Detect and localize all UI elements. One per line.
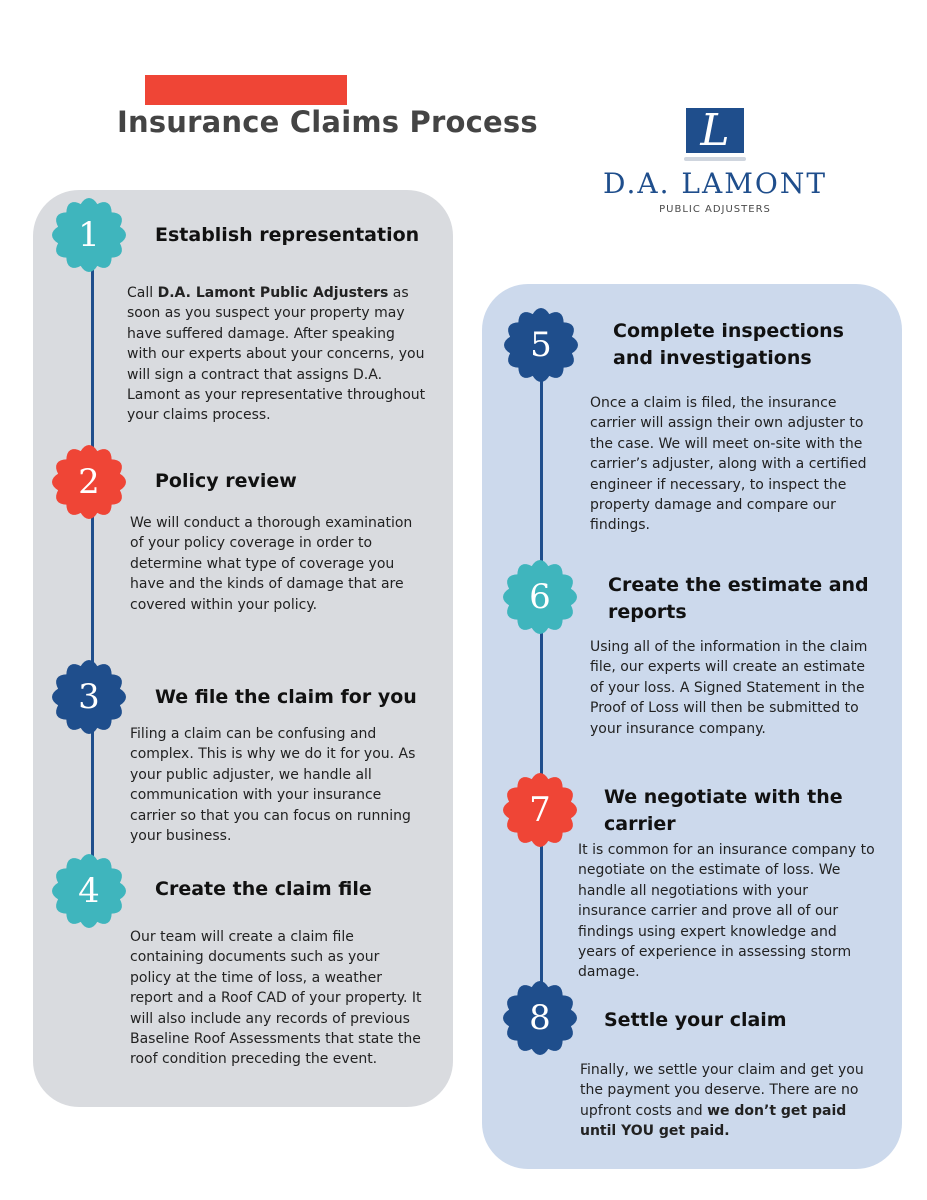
step-4-number: 4	[78, 871, 100, 911]
step-4-body: Our team will create a claim file containing documents such as your policy at the time of loss, a weather report and a Roof CAD of your property. It will also include any records of previous Baseline Roof Assessments that state the roof condition preceding the event.	[130, 929, 422, 1068]
step-1-body: Call D.A. Lamont Public Adjusters as soon as you suspect your property may have suffered damage. After speaking with our experts about your concerns, you will sign a contract that assigns D.A. Lamont as your representative throughout your claims process.	[127, 285, 426, 424]
title-accent-bar	[145, 75, 347, 105]
logo-monogram: L	[686, 108, 744, 153]
step-5-body: Once a claim is filed, the insurance carrier will assign their own adjuster to the case. We will meet on-site with the carrier’s adjuster, along with a certified engineer if necessary, to inspect the property damage and compare our findings.	[590, 395, 867, 534]
step-8-badge	[503, 981, 577, 1055]
step-3-badge	[52, 660, 126, 734]
step-8-number: 8	[529, 998, 551, 1038]
step-6-title: Create the estimate and reports	[608, 574, 869, 623]
step-3-title: We file the claim for you	[155, 686, 417, 708]
step-8-body: Finally, we settle your claim and get you the payment you deserve. There are no upfront costs and we don’t get paid until YOU get paid.	[580, 1062, 864, 1140]
logo-underline	[684, 157, 746, 161]
step-8-title: Settle your claim	[604, 1009, 787, 1031]
logo-name: D.A. LAMONT	[603, 167, 827, 200]
page-title: Insurance Claims Process	[117, 105, 538, 139]
closing-promise-bold: we don’t get paid until YOU get paid.	[580, 1102, 847, 1140]
step-5-number: 5	[530, 325, 552, 365]
step-3-number: 3	[78, 677, 100, 717]
step-2-number: 2	[78, 462, 100, 502]
step-4-badge	[52, 854, 126, 928]
step-2-badge	[52, 445, 126, 519]
step-2-title: Policy review	[155, 470, 297, 492]
step-3-body: Filing a claim can be confusing and complex. This is why we do it for you. As your public adjuster, we handle all communication with your insurance carrier so that you can focus on running your business.	[130, 726, 416, 845]
left-timeline	[91, 236, 94, 890]
right-timeline	[540, 345, 543, 1017]
step-5-badge	[504, 308, 578, 382]
step-6-body: Using all of the information in the claim file, our experts will create an estimate of your loss. A Signed Statement in the Proof of Loss will then be submitted to your insurance company.	[590, 639, 868, 737]
company-logo	[600, 105, 830, 220]
step-7-number: 7	[529, 790, 551, 830]
step-7-body: It is common for an insurance company to negotiate on the estimate of loss. We handle all negotiations with your insurance carrier and prove all of our findings using expert knowledge and years of experience in assessing storm damage.	[578, 842, 875, 981]
step-1-badge	[52, 198, 126, 272]
step-4-title: Create the claim file	[155, 878, 372, 900]
step-6-badge	[503, 560, 577, 634]
step-5-title: Complete inspections and investigations	[613, 320, 844, 369]
step-7-title: We negotiate with the carrier	[604, 786, 843, 835]
step-6-number: 6	[529, 577, 551, 617]
step-7-badge	[503, 773, 577, 847]
step-2-body: We will conduct a thorough examination of your policy coverage in order to determine what type of coverage you have and the kinds of damage that are covered within your policy.	[130, 515, 413, 613]
step-1-title: Establish representation	[155, 224, 420, 246]
step-1-number: 1	[78, 215, 100, 255]
logo-subtitle: PUBLIC ADJUSTERS	[659, 204, 771, 215]
company-name-bold: D.A. Lamont Public Adjusters	[157, 285, 389, 301]
